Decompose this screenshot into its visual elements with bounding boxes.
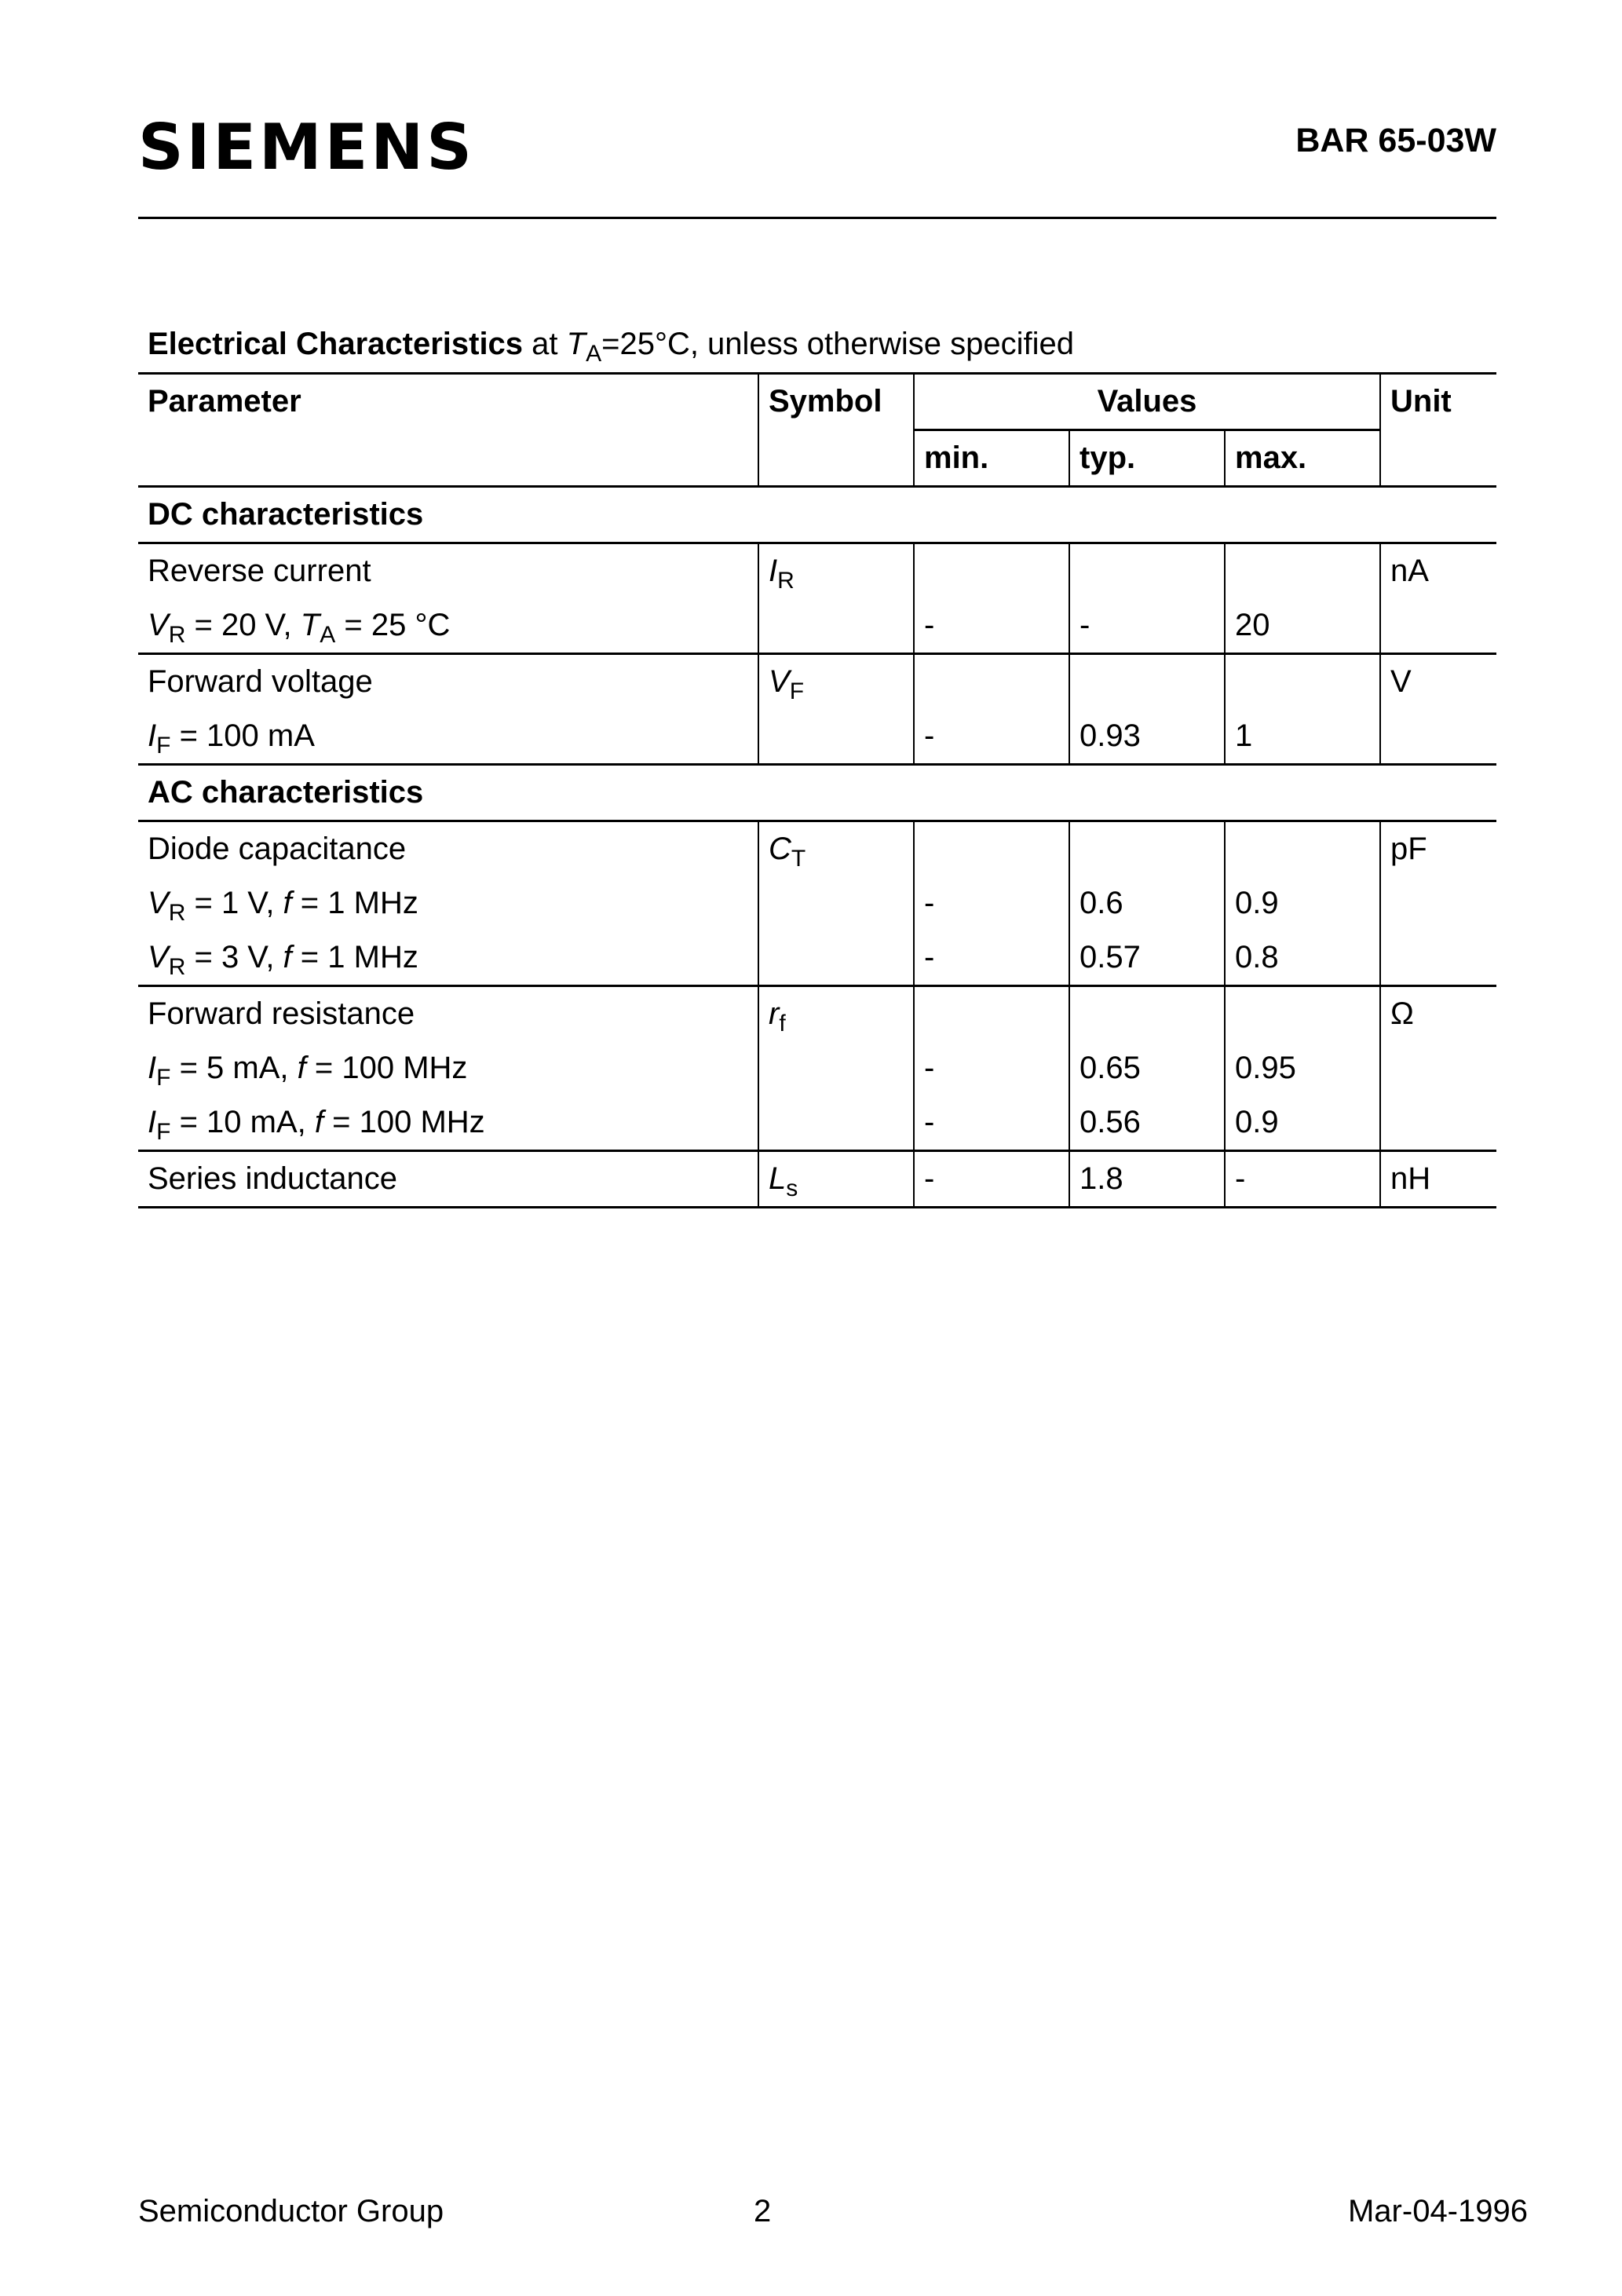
section-row-ac	[138, 765, 1496, 821]
typ-cell: 0.65	[1069, 1041, 1225, 1095]
typ-cell: 0.6	[1069, 876, 1225, 930]
caption-bold: Electrical Characteristics	[148, 327, 524, 361]
table-row	[138, 598, 1496, 654]
symbol-cell: $V_F$	[758, 654, 914, 710]
typ-cell: 0.56	[1069, 1095, 1225, 1151]
header-row	[138, 374, 1496, 430]
symbol-cell: $I_R$	[758, 543, 914, 599]
caption-rest: =25°C, unless otherwise specified	[601, 327, 1074, 361]
section-row-dc	[138, 487, 1496, 543]
min-cell: -	[914, 709, 1069, 765]
header-unit: Unit	[1380, 374, 1496, 430]
table-row	[138, 1151, 1496, 1208]
min-cell: -	[914, 598, 1069, 654]
unit-cell: V	[1380, 654, 1496, 710]
caption-sym: T	[566, 327, 586, 361]
param-label: Diode capacitance	[148, 832, 407, 866]
electrical-characteristics-table	[138, 372, 1496, 1208]
table-caption	[148, 325, 1074, 367]
param-label: Series inductance	[148, 1161, 397, 1196]
section-title-dc: DC characteristics	[148, 497, 424, 532]
condition-cell: $V_R = 1$ V, f = 1 MHz	[148, 886, 418, 926]
unit-cell: pF	[1380, 821, 1496, 877]
table-row	[138, 1041, 1496, 1095]
max-cell: 0.9	[1225, 876, 1380, 930]
table-row	[138, 876, 1496, 930]
header-min: min.	[914, 430, 1069, 487]
table-row	[138, 821, 1496, 877]
header-max: max.	[1225, 430, 1380, 487]
max-cell: 0.95	[1225, 1041, 1380, 1095]
table-row	[138, 930, 1496, 986]
header-symbol: Symbol	[758, 374, 914, 430]
condition-cell: $I_F = 5$ mA, f = 100 MHz	[148, 1051, 468, 1091]
table-row	[138, 1095, 1496, 1151]
table-row	[138, 986, 1496, 1042]
condition-cell: $V_R = 20$ V, $T_A = 25$ °C	[148, 608, 451, 648]
typ-cell: -	[1069, 598, 1225, 654]
condition-cell: $V_R = 3$ V, f = 1 MHz	[148, 940, 418, 980]
table-row	[138, 654, 1496, 710]
footer-company: Semiconductor Group	[138, 2194, 444, 2228]
table-row	[138, 709, 1496, 765]
min-cell: -	[914, 1095, 1069, 1151]
condition-cell: $I_F = 100$ mA	[148, 718, 315, 759]
min-cell: -	[914, 1041, 1069, 1095]
symbol-cell: $r_f$	[758, 986, 914, 1042]
caption-sub: A	[586, 341, 602, 367]
caption-at: at	[523, 327, 567, 361]
symbol-cell: $C_T$	[758, 821, 914, 877]
max-cell: 1	[1225, 709, 1380, 765]
typ-cell: 0.57	[1069, 930, 1225, 986]
param-label: Forward voltage	[148, 664, 373, 699]
symbol-cell: $L_s$	[758, 1151, 914, 1208]
siemens-logo: SIEMENS	[138, 111, 475, 184]
header-parameter: Parameter	[148, 384, 301, 419]
header-typ: typ.	[1069, 430, 1225, 487]
max-cell: 20	[1225, 598, 1380, 654]
min-cell: -	[914, 930, 1069, 986]
unit-cell: nA	[1380, 543, 1496, 599]
typ-cell: 0.93	[1069, 709, 1225, 765]
section-title-ac: AC characteristics	[148, 775, 424, 810]
typ-cell: 1.8	[1069, 1151, 1225, 1208]
header-values: Values	[914, 374, 1380, 430]
table-row	[138, 543, 1496, 599]
subheader-row	[138, 430, 1496, 487]
footer-date: Mar-04-1996	[1347, 2194, 1528, 2228]
max-cell: 0.9	[1225, 1095, 1380, 1151]
min-cell: -	[914, 876, 1069, 930]
unit-cell: Ω	[1380, 986, 1496, 1042]
max-cell: -	[1225, 1151, 1380, 1208]
footer-page-number: 2	[754, 2194, 772, 2228]
condition-cell: $I_F = 10$ mA, f = 100 MHz	[148, 1105, 485, 1145]
max-cell: 0.8	[1225, 930, 1380, 986]
part-number: BAR 65-03W	[1295, 122, 1496, 159]
param-label: Forward resistance	[148, 996, 415, 1031]
header-divider	[138, 217, 1496, 219]
unit-cell: nH	[1380, 1151, 1496, 1208]
param-label: Reverse current	[148, 554, 371, 588]
min-cell: -	[914, 1151, 1069, 1208]
